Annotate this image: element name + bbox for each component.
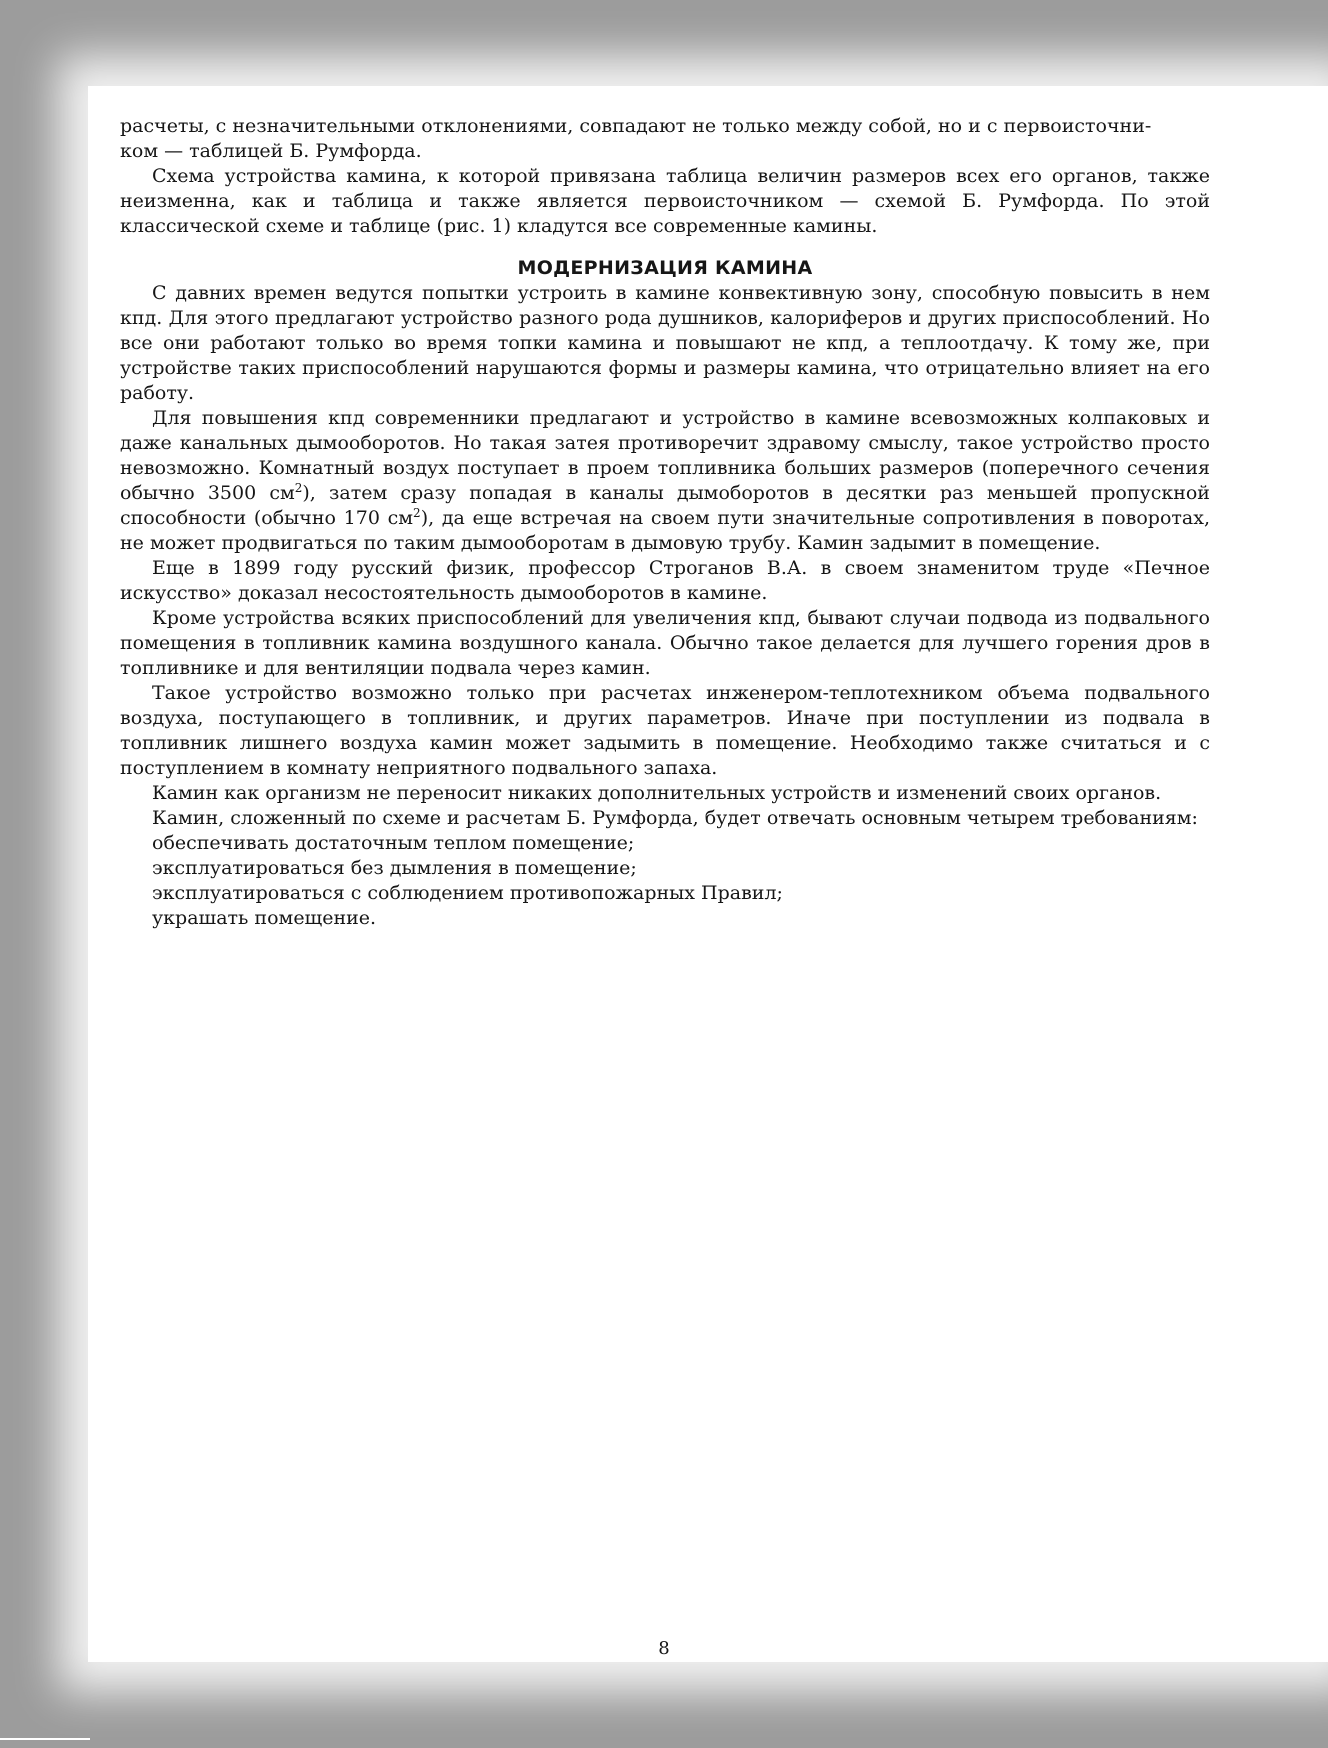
paragraph-3: Еще в 1899 году русский физик, профессор Строганов В.А. в своем знаменитом труде «Печное искусство» доказал несостоятельность дымооборотов в камине. bbox=[120, 557, 1210, 604]
intro-line-2: ком — таблицей Б. Румфорда. bbox=[120, 140, 422, 162]
requirements-list bbox=[120, 831, 1210, 931]
corner-mark bbox=[0, 1738, 90, 1740]
superscript-2: 2 bbox=[413, 506, 421, 520]
page-number: 8 bbox=[658, 1638, 670, 1659]
requirement-item: украшать помещение. bbox=[152, 907, 377, 929]
paragraph-6: Камин как организм не переносит никаких дополнительных устройств и изменений своих органов. bbox=[152, 782, 1162, 804]
paragraph-2-part-c: ), да еще встречая на своем пути значительные сопротивления в поворотах, не может продвигаться по таким дымооборотам в дымовую трубу. Камин задымит в помещение. bbox=[120, 507, 1210, 554]
requirement-item: эксплуатироваться без дымления в помещение; bbox=[152, 857, 637, 879]
requirement-item: эксплуатироваться с соблюдением противопожарных Правил; bbox=[152, 882, 783, 904]
superscript-1: 2 bbox=[294, 481, 303, 495]
paragraph-1: С давних времен ведутся попытки устроить в камине конвективную зону, способную повысить в нем кпд. Для этого предлагают устройство разного рода душников, калориферов и других приспособлений. Но все они работают только во время топки камина и повышают не кпд, а теплоотдачу. К тому же, при устройстве таких приспособлений нарушаются формы и размеры камина, что отрицательно влияет на его работу. bbox=[120, 282, 1210, 404]
intro-paragraph-1 bbox=[120, 114, 1210, 164]
requirement-item: обеспечивать достаточным теплом помещение; bbox=[152, 832, 635, 854]
paragraph-5: Такое устройство возможно только при расчетах инженером-теплотехником объема подвального воздуха, поступающего в топливник, и других параметров. Иначе при поступлении из подвала в топливник лишнего воздуха камин может задымить в помещение. Необходимо также считаться и с поступлением в комнату неприятного подвального запаха. bbox=[120, 682, 1210, 779]
section-title: МОДЕРНИЗАЦИЯ КАМИНА bbox=[517, 257, 813, 279]
page-content bbox=[120, 114, 1210, 931]
paragraph-7: Камин, сложенный по схеме и расчетам Б. Румфорда, будет отвечать основным четырем требованиям: bbox=[152, 807, 1198, 829]
paragraph-2-part-b: ), затем сразу попадая в каналы дымоборотов в десятки раз меньшей пропускной способности (обычно 170 см bbox=[120, 482, 1210, 529]
paragraph-2-part-a: Для повышения кпд современники предлагают и устройство в камине всевозможных колпаковых и даже канальных дымооборотов. Но такая затея противоречит здравому смыслу, такое устройство просто невозможно. Комнатный воздух поступает в проем топливника больших размеров (поперечного сечения обычно 3500 см bbox=[120, 407, 1210, 504]
paragraph-4: Кроме устройства всяких приспособлений для увеличения кпд, бывают случаи подвода из подвального помещения в топливник камина воздушного канала. Обычно такое делается для лучшего горения дров в топливнике и для вентиляции подвала через камин. bbox=[120, 607, 1210, 679]
intro-line-1: расчеты, с незначительными отклонениями, совпадают не только между собой, но и с первоисточни- bbox=[120, 115, 1152, 137]
paragraph-2 bbox=[120, 406, 1210, 556]
intro-paragraph-2: Схема устройства камина, к которой привязана таблица величин размеров всех его органов, также неизменна, как и таблица и также является первоисточником — схемой Б. Румфорда. По этой классической схеме и таблице (рис. 1) кладутся все современные камины. bbox=[120, 165, 1210, 237]
book-page bbox=[88, 86, 1328, 1662]
